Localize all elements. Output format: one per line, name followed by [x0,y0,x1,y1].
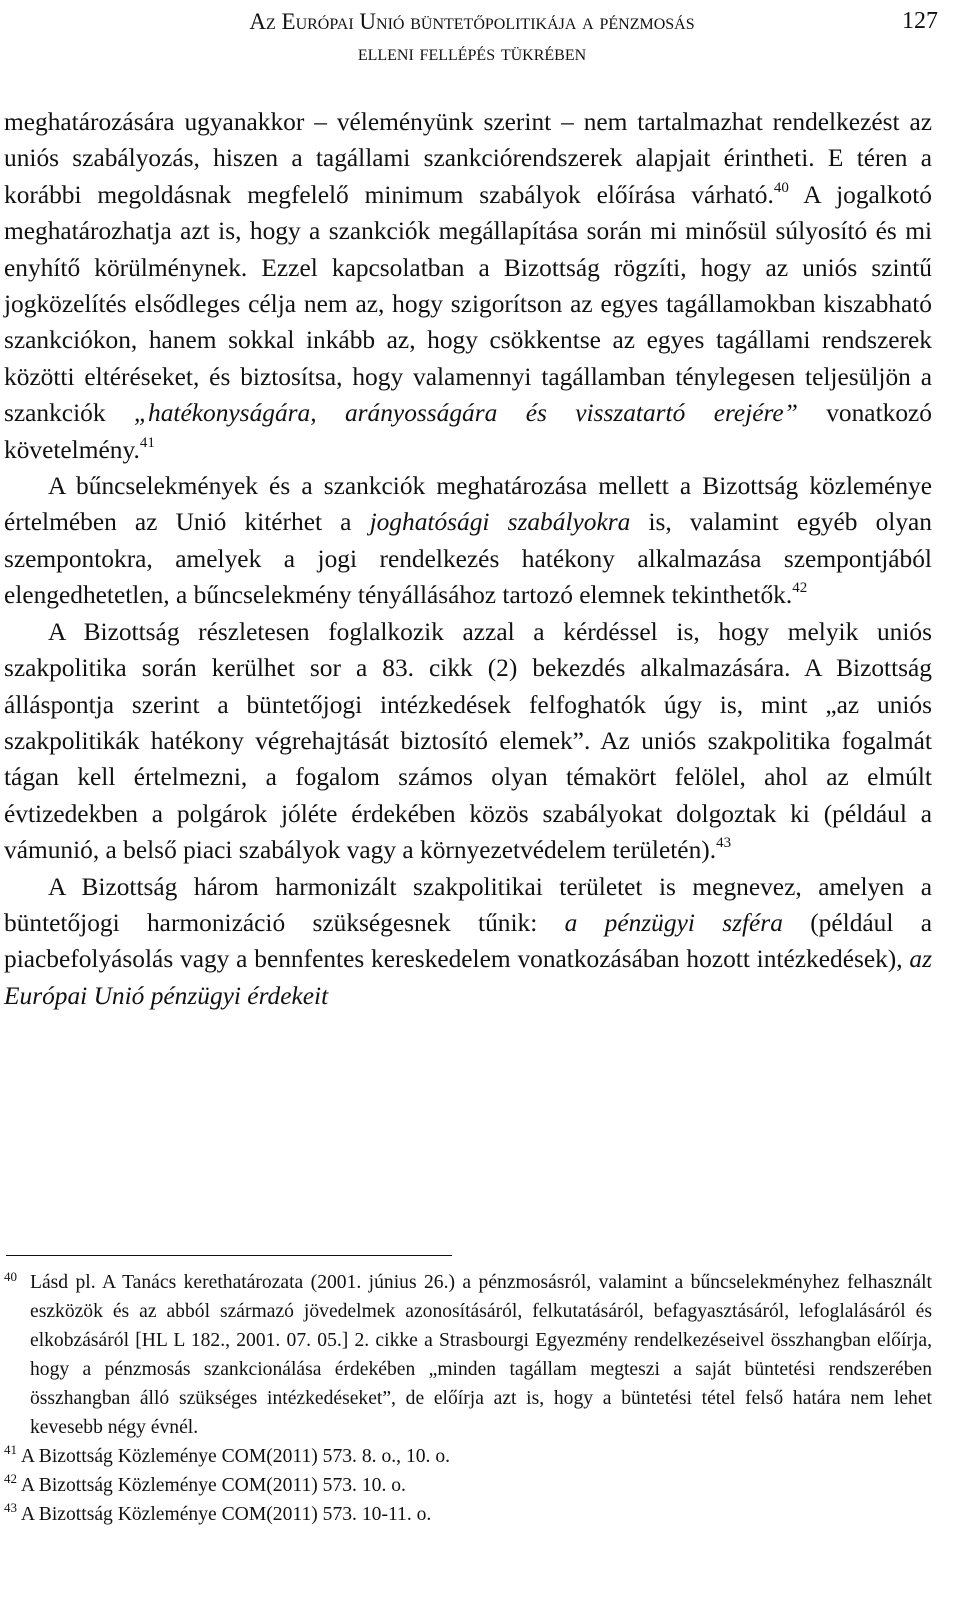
main-text [4,104,932,1014]
paragraph-2 [4,468,932,614]
running-title-line-2: elleni fellépés tükrében [357,40,587,65]
paragraph-4 [4,869,932,1015]
paragraph-1-text-a: meghatározására ugyanakkor – véleményünk szerint – nem tartalmazhat rendelkezést az uniós szabályozás, hiszen a tagállami szankciórendszerek alapjait érintheti. E téren a korábbi megoldásnak megfelelő minimum szabályok előírása várható. [4,108,932,209]
footnote-number: 41 [4,1442,17,1457]
page-number: 127 [902,8,938,34]
footnote-number: 43 [4,1500,17,1515]
footnote-separator [6,1255,452,1256]
footnote-number: 40 [4,1269,17,1284]
paragraph-4-emphasis-2: az Európai Unió pénzügyi érdekeit [4,945,932,1010]
footnote-41 [4,1442,932,1471]
paragraph-1-text-b: A jogalkotó meghatározhatja azt is, hogy a szankciók megállapítása során mi minősül súlyosító és mi enyhítő körülménynek. Ezzel kapcsolatban a Bizottság rögzíti, hogy az uniós szintű jogközelítés elsődleges célja nem az, hogy szigorítson az egyes tagállamokban kiszabható szankciókon, hanem sokkal inkább az, hogy csökkentse az egyes tagállami rendszerek közötti eltéréseket, és biztosítsa, hogy valamennyi tagállamban ténylegesen teljesüljön a szankciók [4,180,933,428]
paragraph-3-text: A Bizottság részletesen foglalkozik azzal a kérdéssel is, hogy melyik uniós szakpolitika során kerülhet sor a 83. cikk (2) bekezdés alkalmazására. A Bizottság álláspontja szerint a büntetőjogi intézkedések felfoghatók úgy is, mint „az uniós szakpolitikák hatékony végrehajtását biztosító elemek”. Az uniós szakpolitika fogalmát tágan kell értelmezni, a fogalom számos olyan témakört felölel, ahol az elmúlt évtizedekben a polgárok jóléte érdekében közös szabályokat dolgoztak ki (például a vámunió, a belső piaci szabályok vagy a környezetvédelem területén). [4,617,932,865]
footnote-text: A Bizottság Közleménye COM(2011) 573. 10-11. o. [20,1504,432,1525]
paragraph-4-text-a: A Bizottság három harmonizált szakpolitikai területet is megnevez, amelyen a büntetőjogi harmonizáció szükségesnek tűnik: [4,872,932,937]
footnote-number: 42 [4,1471,17,1486]
footnote-ref-40[interactable]: 40 [773,179,789,196]
footnote-text: A Bizottság Közleménye COM(2011) 573. 8. o., 10. o. [20,1446,451,1467]
paragraph-2-emphasis: joghatósági szabályokra [369,508,631,537]
paragraph-1-quote: „hatékonyságára, arányosságára és visszatartó erejére” [133,399,798,428]
footnote-40 [4,1268,932,1442]
footnote-ref-43[interactable]: 43 [716,835,732,852]
footnote-42 [4,1471,932,1500]
paragraph-2-text-b: is, valamint egyéb olyan szempontokra, amelyek a jogi rendelkezés hatékony alkalmazása szempontjából elengedhetetlen, a bűncselekmény tényállásához tartozó elemnek tekinthetők. [4,508,932,610]
running-header [0,6,960,70]
footnote-43 [4,1500,932,1529]
footnote-ref-42[interactable]: 42 [792,580,808,597]
footnote-ref-41[interactable]: 41 [139,434,155,451]
running-title-line-1: Az Európai Unió büntetőpolitikája a pénzmosás [249,9,695,34]
paragraph-4-emphasis-1: a pénzügyi szféra [564,908,783,937]
footnote-text: Lásd pl. A Tanács kerethatározata (2001. június 26.) a pénzmosásról, valamint a bűncselekményhez felhasznált eszközök és az abból származó jövedelmek azonosításáról, felkutatásáról, befagyasztásáról, lefoglalásáról és elkobzásáról [HL L 182., 2001. 07. 05.] 2. cikke a Strasbourgi Egyezmény rendelkezéseivel összhangban előírja, hogy a pénzmosás szankcionálása érdekében „minden tagállam megteszi a saját büntetési rendszerében összhangban álló szükséges intézkedéseket”, de előírja azt is, hogy a büntetési tétel felső határa nem lehet kevesebb négy évnél. [30,1272,932,1438]
paragraph-3 [4,614,932,869]
paragraph-2-text-a: A bűncselekmények és a szankciók meghatározása mellett a Bizottság közleménye értelmében az Unió kitérhet a [4,472,932,537]
footnote-text: A Bizottság Közleménye COM(2011) 573. 10. o. [20,1475,406,1496]
footnotes [4,1268,932,1529]
paragraph-1 [4,104,932,468]
running-title [132,6,812,68]
paragraph-1-text-c: vonatkozó követelmény. [4,399,932,464]
paragraph-4-text-b: (például a piacbefolyásolás vagy a bennfentes kereskedelem vonatkozásában hozott intézkedések), [4,908,933,974]
